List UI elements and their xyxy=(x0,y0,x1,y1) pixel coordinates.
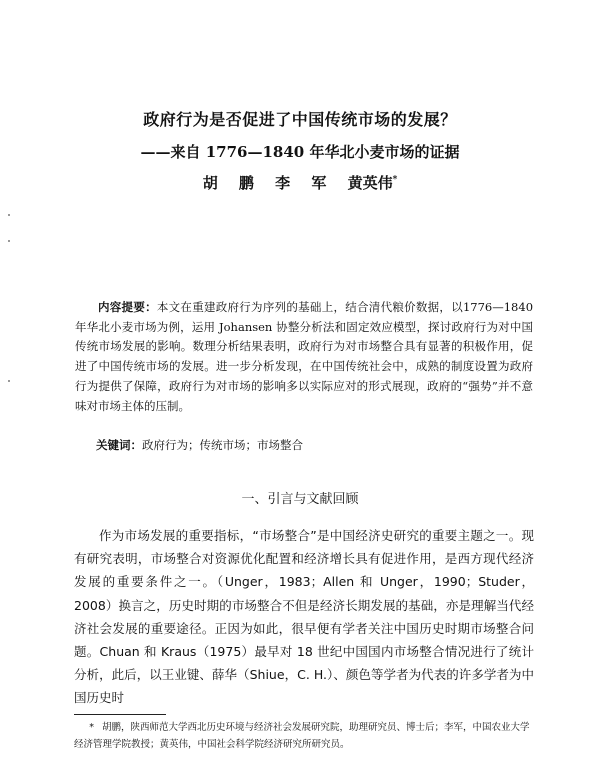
section-heading: 一、引言与文献回顾 xyxy=(241,492,359,507)
footnote xyxy=(74,719,534,753)
keywords xyxy=(96,437,536,453)
paper-title: 政府行为是否促进了中国传统市场的发展？ xyxy=(143,110,457,129)
footnote-mark: * xyxy=(89,722,94,733)
scan-speck xyxy=(8,240,10,242)
abstract xyxy=(75,298,533,416)
author-footnote-mark: * xyxy=(392,175,398,185)
scan-speck xyxy=(8,214,10,216)
body-paragraph: 作为市场发展的重要指标，“市场整合”是中国经济史研究的重要主题之一。现有研究表明，市场整合对资源优化配置和经济增长具有促进作用，是西方现代经济发展的重要条件之一。（Unger，1983；Allen 和 Unger，1990；Studer，2008）换言之，历史时期的市场整合不但是经济长期发展的基础，亦是理解当代经济社会发展的重要途径。正因为如此，很早便有学者关注中国历史时期市场整合问题。Chuan 和 Kraus（1975）最早对 18 世纪中国国内市场整合情况进行了统计分析，此后，以王业键、薛华（Shiue，C. H.）、颜色等学者为代表的许多学者为中国历史时 xyxy=(74,528,534,706)
footnote-divider xyxy=(74,714,166,715)
abstract-label: 内容提要： xyxy=(98,300,157,314)
abstract-text: 本文在重建政府行为序列的基础上，结合清代粮价数据，以1776—1840 年华北小麦市场为例，运用 Johansen 协整分析法和固定效应模型，探讨政府行为对中国传统市场发展的影响。数理分析结果表明，政府行为对市场整合具有显著的积极作用，促进了中国传统市场的发展。进一步分析发现，在中国传统社会中，成熟的制度设置为政府行为提供了保障，政府行为对市场的影响多以实际应对的形式展现，政府的“强势”并不意味对市场主体的压制。 xyxy=(75,300,534,413)
author-names: 胡 鹏 李 军 黄英伟 xyxy=(202,174,393,192)
scan-speck xyxy=(8,380,10,382)
paper-subtitle: ——来自 1776—1840 年华北小麦市场的证据 xyxy=(140,143,460,161)
author-line xyxy=(0,172,600,193)
keywords-text: 政府行为；传统市场；市场整合 xyxy=(142,438,303,452)
keywords-label: 关键词： xyxy=(96,438,142,452)
footnote-text: 胡鹏，陕西师范大学西北历史环境与经济社会发展研究院，助理研究员、博士后；李军，中国农业大学经济管理学院教授；黄英伟，中国社会科学院经济研究所研究员。 xyxy=(74,722,530,750)
